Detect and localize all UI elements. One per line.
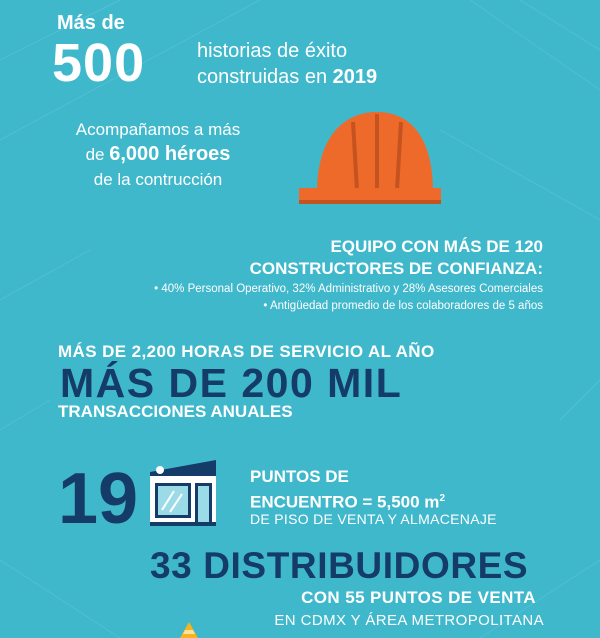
hero-number: 500 [52,33,146,93]
points-superscript: 2 [439,493,445,504]
distributors-big: 33 DISTRIBUIDORES [150,545,529,586]
team-title-line2: CONSTRUCTORES DE CONFIANZA: [249,259,543,278]
heroes-line1: Acompañamos a más [75,120,241,139]
store-icon [148,458,218,526]
hero-line2-text: construidas en [197,66,333,88]
hero-line2 [197,64,377,90]
hero-year: 2019 [332,66,378,88]
points-number: 19 [58,459,139,539]
distributors-line1: CON 55 PUNTOS DE VENTA [301,588,536,607]
points-description [250,466,445,514]
team-title-line1: EQUIPO CON MÁS DE 120 [330,237,543,256]
team-title [250,236,543,280]
heroes-block [58,117,258,192]
points-line3: DE PISO DE VENTA Y ALMACENAJE [250,511,497,527]
points-line2-text: ENCUENTRO = 5,500 m [250,492,440,512]
hard-hat-icon [295,100,445,215]
heroes-line3: de la contrucción [93,170,223,189]
service-sub: TRANSACCIONES ANUALES [58,402,293,421]
service-big: MÁS DE 200 MIL [60,360,403,406]
heroes-line2-prefix: de [85,145,110,164]
distributors-line2: EN CDMX Y ÁREA METROPOLITANA [274,612,544,629]
points-line2 [250,488,445,514]
hero-prefix: Más de [57,12,125,34]
hero-description [197,38,377,90]
team-bullets [154,281,543,315]
hero-line1: historias de éxito [197,40,348,62]
heroes-count: 6,000 héroes [109,143,231,165]
team-bullet: • Antigüedad promedio de los colaboradores de 5 años [263,300,543,312]
team-bullet: • 40% Personal Operativo, 32% Administrativo y 28% Asesores Comerciales [154,283,543,295]
traffic-cone-icon [172,620,206,638]
heroes-line2 [58,142,258,167]
points-line1: PUNTOS DE [250,467,349,486]
service-hours: MÁS DE 2,200 HORAS DE SERVICIO AL AÑO [58,342,435,361]
